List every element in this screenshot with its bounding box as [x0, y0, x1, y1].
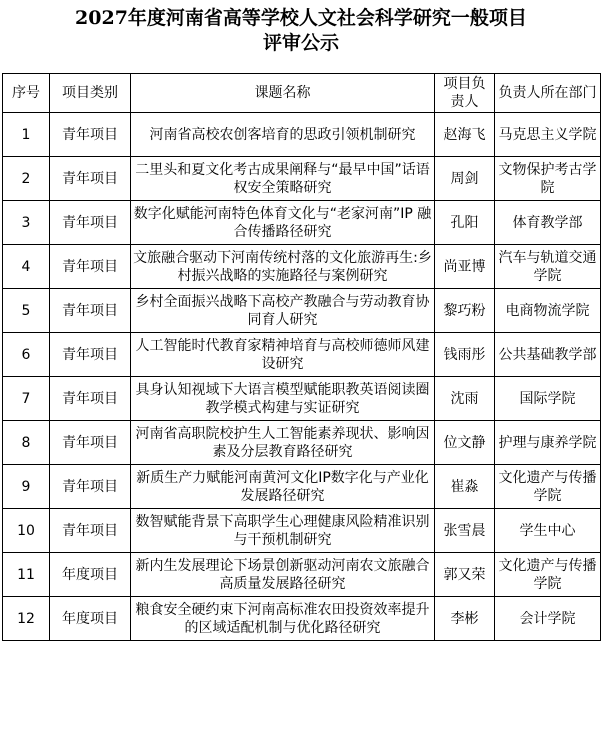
table-row: [3, 201, 601, 245]
cell-no: 2: [3, 157, 50, 201]
cell-leader: 尚亚博: [435, 245, 495, 289]
table-row: [3, 421, 601, 465]
cell-leader: 孔阳: [435, 201, 495, 245]
cell-category: 青年项目: [50, 201, 131, 245]
cell-dept: 文物保护考古学院: [495, 157, 601, 201]
cell-dept: 文化遗产与传播学院: [495, 465, 601, 509]
cell-leader: 郭又荣: [435, 553, 495, 597]
cell-no: 12: [3, 597, 50, 641]
table-row: [3, 465, 601, 509]
cell-dept: 电商物流学院: [495, 289, 601, 333]
cell-no: 7: [3, 377, 50, 421]
title-line-2: 评审公示: [262, 32, 339, 54]
cell-category: 青年项目: [50, 113, 131, 157]
cell-leader: 位文静: [435, 421, 495, 465]
cell-leader: 崔淼: [435, 465, 495, 509]
cell-no: 8: [3, 421, 50, 465]
cell-category: 青年项目: [50, 289, 131, 333]
header-leader: 项目负责人: [435, 74, 495, 113]
cell-topic: 乡村全面振兴战略下高校产教融合与劳动教育协同育人研究: [131, 289, 435, 333]
cell-category: 年度项目: [50, 553, 131, 597]
cell-topic: 人工智能时代教育家精神培育与高校师德师风建设研究: [131, 333, 435, 377]
header-no: 序号: [3, 74, 50, 113]
cell-dept: 体育教学部: [495, 201, 601, 245]
table-row: [3, 333, 601, 377]
table-row: [3, 597, 601, 641]
header-category: 项目类别: [50, 74, 131, 113]
cell-no: 9: [3, 465, 50, 509]
cell-no: 10: [3, 509, 50, 553]
cell-dept: 会计学院: [495, 597, 601, 641]
cell-topic: 二里头和夏文化考古成果阐释与“最早中国”话语权安全策略研究: [131, 157, 435, 201]
page-title: [0, 6, 602, 56]
cell-dept: 汽车与轨道交通学院: [495, 245, 601, 289]
cell-no: 1: [3, 113, 50, 157]
cell-no: 6: [3, 333, 50, 377]
cell-topic: 具身认知视域下大语言模型赋能职教英语阅读圈教学模式构建与实证研究: [131, 377, 435, 421]
header-dept: 负责人所在部门: [495, 74, 601, 113]
cell-topic: 数智赋能背景下高职学生心理健康风险精准识别与干预机制研究: [131, 509, 435, 553]
cell-topic: 文旅融合驱动下河南传统村落的文化旅游再生:乡村振兴战略的实施路径与案例研究: [131, 245, 435, 289]
table-row: [3, 377, 601, 421]
cell-no: 5: [3, 289, 50, 333]
cell-dept: 学生中心: [495, 509, 601, 553]
cell-category: 年度项目: [50, 597, 131, 641]
table-header-row: [3, 74, 601, 113]
cell-leader: 黎巧粉: [435, 289, 495, 333]
cell-category: 青年项目: [50, 465, 131, 509]
cell-category: 青年项目: [50, 377, 131, 421]
table-row: [3, 553, 601, 597]
cell-dept: 文化遗产与传播学院: [495, 553, 601, 597]
cell-no: 3: [3, 201, 50, 245]
table-row: [3, 509, 601, 553]
table-row: [3, 113, 601, 157]
cell-category: 青年项目: [50, 245, 131, 289]
cell-topic: 数字化赋能河南特色体育文化与“老家河南”IP 融合传播路径研究: [131, 201, 435, 245]
table-row: [3, 157, 601, 201]
cell-category: 青年项目: [50, 421, 131, 465]
cell-no: 11: [3, 553, 50, 597]
cell-category: 青年项目: [50, 509, 131, 553]
table-row: [3, 289, 601, 333]
cell-dept: 护理与康养学院: [495, 421, 601, 465]
cell-category: 青年项目: [50, 333, 131, 377]
cell-leader: 周剑: [435, 157, 495, 201]
cell-topic: 粮食安全硬约束下河南高标准农田投资效率提升的区域适配机制与优化路径研究: [131, 597, 435, 641]
cell-leader: 沈雨: [435, 377, 495, 421]
cell-dept: 公共基础教学部: [495, 333, 601, 377]
cell-topic: 新质生产力赋能河南黄河文化IP数字化与产业化发展路径研究: [131, 465, 435, 509]
cell-no: 4: [3, 245, 50, 289]
cell-category: 青年项目: [50, 157, 131, 201]
header-topic: 课题名称: [131, 74, 435, 113]
cell-topic: 新内生发展理论下场景创新驱动河南农文旅融合高质量发展路径研究: [131, 553, 435, 597]
cell-dept: 马克思主义学院: [495, 113, 601, 157]
cell-leader: 赵海飞: [435, 113, 495, 157]
cell-topic: 河南省高职院校护生人工智能素养现状、影响因素及分层教育路径研究: [131, 421, 435, 465]
title-line-1: 2027年度河南省高等学校人文社会科学研究一般项目: [75, 7, 527, 29]
cell-topic: 河南省高校农创客培育的思政引领机制研究: [131, 113, 435, 157]
cell-leader: 张雪晨: [435, 509, 495, 553]
table-row: [3, 245, 601, 289]
project-table: [2, 73, 601, 641]
cell-dept: 国际学院: [495, 377, 601, 421]
cell-leader: 李彬: [435, 597, 495, 641]
cell-leader: 钱雨彤: [435, 333, 495, 377]
